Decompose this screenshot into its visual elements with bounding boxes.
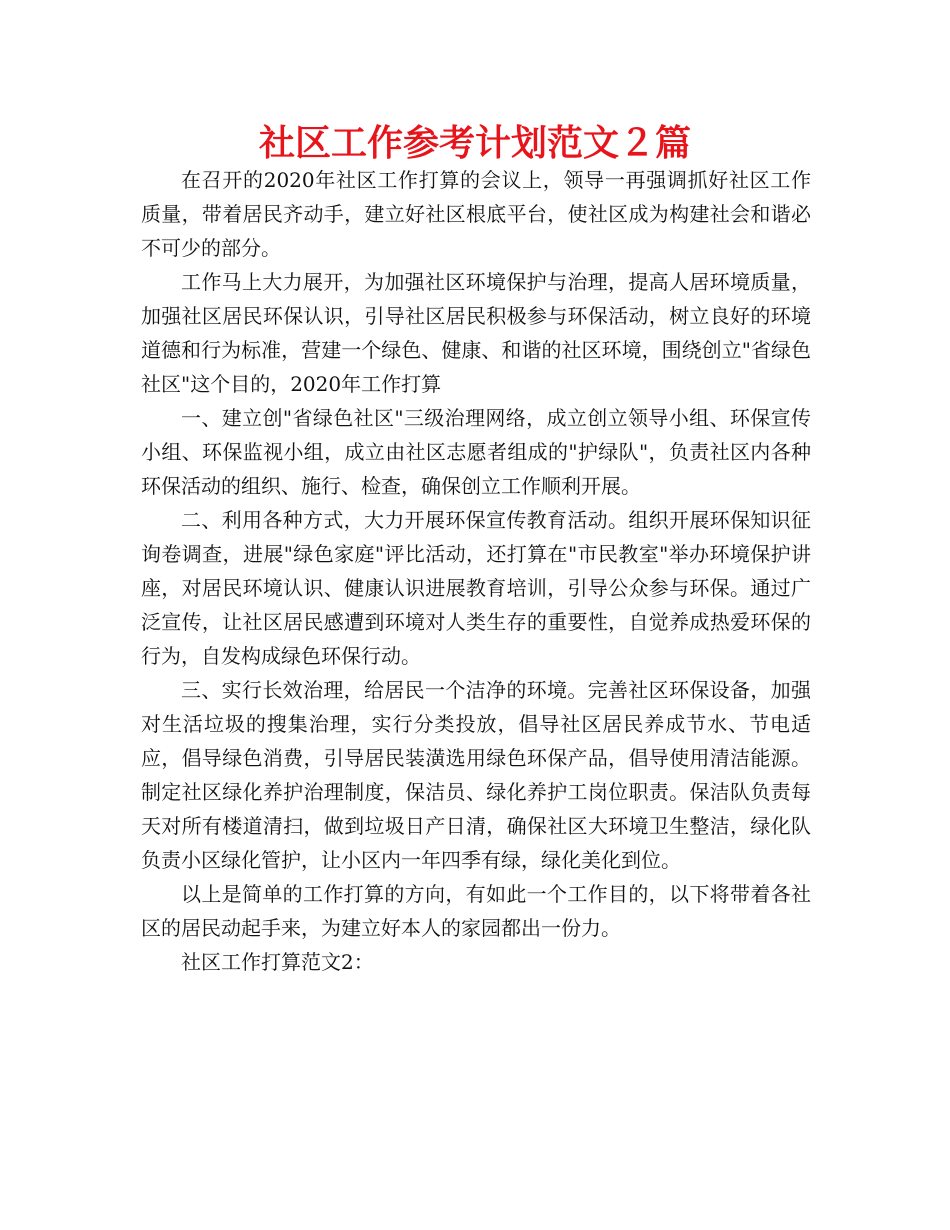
paragraph-conclusion: 以上是简单的工作打算的方向，有如此一个工作目的，以下将带着各社区的居民动起手来，为建立好本人的家园都出一份力。	[141, 882, 811, 940]
paragraph-item-2: 二、利用各种方式，大力开展环保宣传教育活动。组织开展环保知识征询卷调查，进展"绿色家庭"评比活动，还打算在"市民教室"举办环境保护讲座，对居民环境认识、健康认识进展教育培训，引导公众参与环保。通过广泛宣传，让社区居民感遭到环境对人类生存的重要性，自觉养成热爱环保的行为，自发构成绿色环保行动。	[141, 508, 811, 668]
paragraph-item-3: 三、实行长效治理，给居民一个洁净的环境。完善社区环保设备，加强对生活垃圾的搜集治理，实行分类投放，倡导社区居民养成节水、节电适应，倡导绿色消费，引导居民装潢选用绿色环保产品，倡导使用清洁能源。制定社区绿化养护治理制度，保洁员、绿化养护工岗位职责。保洁队负责每天对所有楼道清扫，做到垃圾日产日清，确保社区大环境卫生整洁，绿化队负责小区绿化管护，让小区内一年四季有绿，绿化美化到位。	[141, 678, 811, 872]
document-title: 社区工作参考计划范文２篇	[258, 123, 691, 164]
document-body	[141, 163, 811, 979]
paragraph-goal: 工作马上大力展开，为加强社区环境保护与治理，提高人居环境质量，加强社区居民环保认识，引导社区居民积极参与环保活动，树立良好的环境道德和行为标准，营建一个绿色、健康、和谐的社区环境，围绕创立"省绿色社区"这个目的，2020年工作打算	[141, 270, 811, 396]
paragraph-section-heading: 社区工作打算范文2：	[181, 950, 374, 974]
paragraph-item-1: 一、建立创"省绿色社区"三级治理网络，成立创立领导小组、环保宣传小组、环保监视小组，成立由社区志愿者组成的"护绿队"，负责社区内各种环保活动的组织、施行、检查，确保创立工作顺利开展。	[141, 406, 811, 498]
paragraph-intro: 在召开的2020年社区工作打算的会议上，领导一再强调抓好社区工作质量，带着居民齐动手，建立好社区根底平台，使社区成为构建社会和谐必不可少的部分。	[141, 168, 811, 260]
